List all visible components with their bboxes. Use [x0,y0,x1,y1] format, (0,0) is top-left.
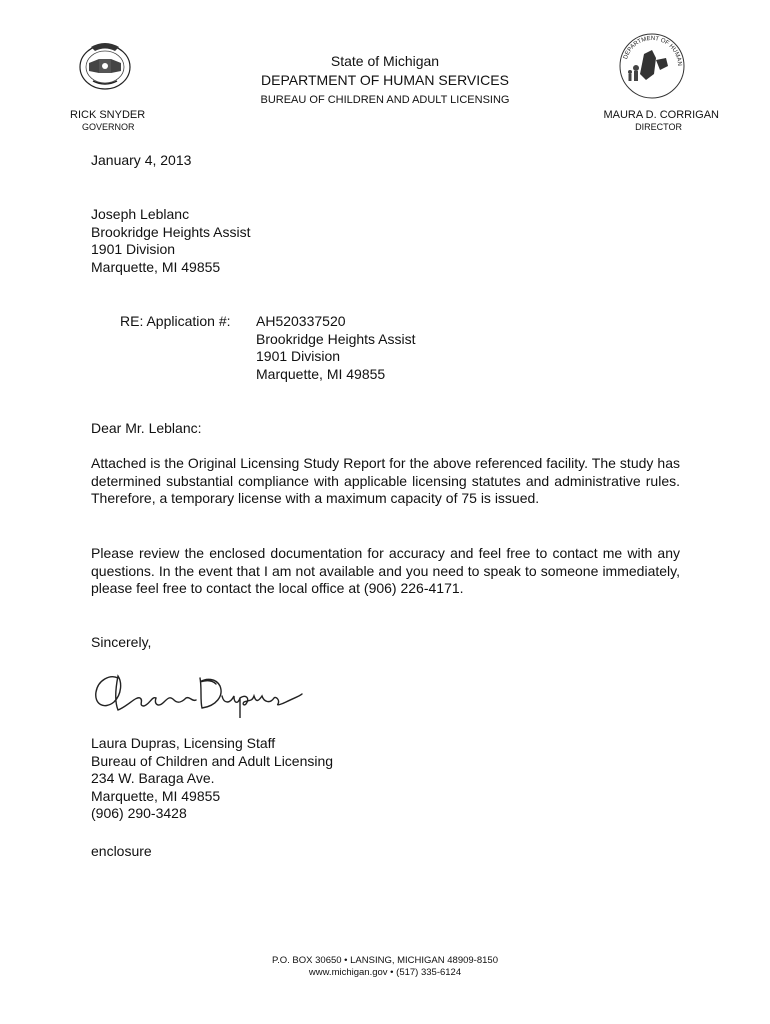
governor-title: GOVERNOR [82,122,135,132]
signer-street: 234 W. Baraga Ave. [91,770,215,786]
signer-phone: (906) 290-3428 [91,805,187,821]
signer-name-title: Laura Dupras, Licensing Staff [91,735,276,751]
director-name: MAURA D. CORRIGAN [603,109,719,121]
signer-bureau: Bureau of Children and Adult Licensing [91,752,334,769]
paragraph-2: Please review the enclosed documentation for accuracy and feel free to contact me with any questions. In the event that I am not available and you need to speak to someone immediately, please feel free to contact the local office at (906) 226-4171. [91,545,680,596]
re-city: Marquette, MI 49855 [256,365,386,382]
recipient-city: Marquette, MI 49855 [91,258,221,275]
re-street: 1901 Division [256,348,341,364]
re-details [256,313,416,383]
recipient-name: Joseph Leblanc [91,206,190,222]
letterhead-department: DEPARTMENT OF HUMAN SERVICES [261,72,509,88]
director-title: DIRECTOR [635,122,682,132]
seal-text: DEPARTMENT OF HUMAN [622,35,683,67]
closing: Sincerely, [91,634,152,650]
recipient-facility: Brookridge Heights Assist [91,223,251,240]
salutation: Dear Mr. Leblanc: [91,420,202,436]
re-label: RE: Application #: [120,313,231,329]
governor-name: RICK SNYDER [70,109,146,121]
paragraph-1: Attached is the Original Licensing Study Report for the above referenced facility. The study has determined substantial compliance with applicable licensing statutes and administrative rules. Therefore, a temporary license with a maximum capacity of 75 is issued. [91,455,680,506]
recipient-address [91,206,251,276]
letter-date: January 4, 2013 [91,152,192,168]
footer-contact: www.michigan.gov • (517) 335-6124 [308,967,462,978]
application-number: AH520337520 [256,313,346,329]
signer-city: Marquette, MI 49855 [91,787,221,804]
enclosure-note: enclosure [91,843,152,859]
footer-address: P.O. BOX 30650 • LANSING, MICHIGAN 48909-8150 [272,955,498,966]
recipient-street: 1901 Division [91,241,176,257]
signer-block [91,735,333,823]
handwritten-signature [88,666,303,718]
re-facility: Brookridge Heights Assist [256,330,416,347]
letterhead-state: State of Michigan [330,53,440,69]
letterhead-bureau: BUREAU OF CHILDREN AND ADULT LICENSING [260,94,510,106]
